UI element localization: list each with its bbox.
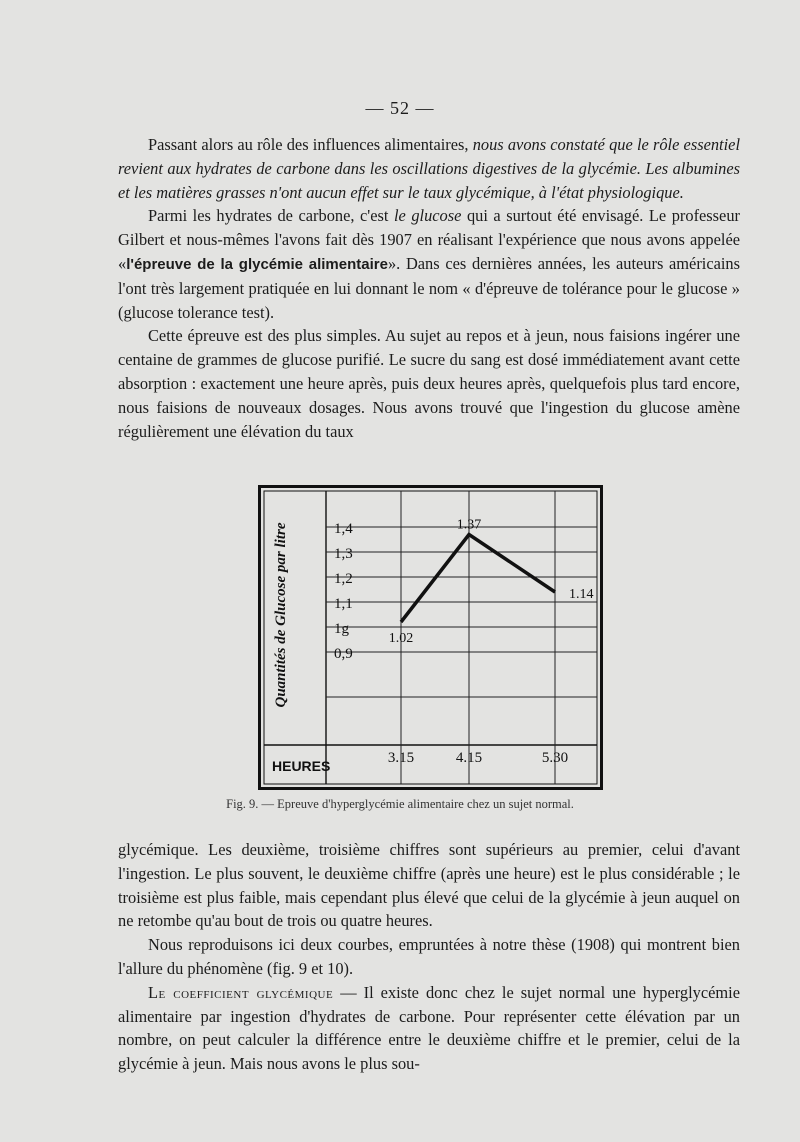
x-tick-label: 4.15 [455,750,483,766]
lower-paragraph [118,933,740,981]
text-segment: qui a surtout été envisagé. Le professeur Gilbert et nous-mêmes l'avons fait dès 1907 en réalisant l'expérience que nous avons appelée « [118,206,740,273]
chart-outer-frame [260,487,602,789]
text-segment: Cette épreuve est des plus simples. Au sujet au repos et à jeun, nous faisions ingérer une centaine de grammes de glucose purifié. Le sucre du sang est dosé immédiatement avant cette absorption : exactement une heure après, puis deux heures après, quelquefois plus tard encore, nous faisions de nouveaux dosages. Nous avons trouvé que l'ingestion du glucose amène régulièrement une élévation du taux [118,326,740,441]
upper-paragraph [118,324,740,443]
chart-inner-frame [264,491,597,784]
data-point-label: 1.37 [456,517,482,533]
y-tick-label: 1,3 [334,546,353,562]
lower-text-block [118,838,740,1076]
text-segment: nous avons constaté que le rôle essentiel revient aux hydrates de carbone dans les oscillations digestives de la glycémie. Les albumines et les matières grasses n'ont aucun effet sur le taux glycémique, à l'état physiologique. [118,135,740,202]
data-point-label: 1.02 [388,631,414,646]
text-segment: le glucose [393,206,462,226]
text-segment: Parmi les hydrates de carbone, c'est [148,206,394,226]
x-axis-label: HEURES [272,758,331,774]
y-tick-label: 1,2 [334,571,353,587]
figure-caption: Fig. 9. — Epreuve d'hyperglycémie alimentaire chez un sujet normal. [226,797,574,811]
text-segment: Nous reproduisons ici deux courbes, empruntées à notre thèse (1908) qui montrent bien l'allure du phénomène (fig. 9 et 10). [118,935,740,978]
data-point-label: 1.14 [569,587,594,602]
y-tick-label: 1g [334,621,349,637]
text-segment: Le coefficient glycémique [148,982,334,1002]
text-segment: l'épreuve de la glycémie alimentaire [126,255,388,273]
y-tick-label: 1,4 [334,521,353,537]
text-segment: — Il existe donc chez le sujet normal une hyperglycémie alimentaire par ingestion d'hydrates de carbone. Pour représenter cette élévation par un nombre, on peut calculer la différence entre le deuxième chiffre et le premier, celui de la glycémie à jeun. Mais nous avons le plus sou- [118,982,740,1074]
lower-paragraph [118,981,740,1076]
text-segment: ». Dans ces dernières années, les auteurs américains l'ont très largement pratiquée en lui donnant le nom « d'épreuve de tolérance pour le glucose » (glucose tolerance test). [118,253,741,322]
x-tick-label: 3.15 [387,750,415,766]
text-segment: Passant alors au rôle des influences alimentaires, [148,135,473,154]
y-tick-label: 1,1 [334,596,353,612]
upper-text-block [118,133,740,443]
y-tick-label: 0,9 [334,646,353,662]
glycemia-chart [258,485,603,790]
lower-paragraph [118,838,740,933]
page-number: — 52 — [365,98,435,118]
upper-paragraph [118,133,740,204]
x-tick-label: 5.30 [541,750,569,766]
y-axis-label: Quantités de Glucose par litre [273,522,289,708]
upper-paragraph [118,204,740,324]
data-series-line [401,535,555,623]
text-segment: glycémique. Les deuxième, troisième chiffres sont supérieurs au premier, celui d'avant l'ingestion. Le plus souvent, le deuxième chiffre (après une heure) est le plus considérable ; le troisième est plus faible, mais cependant plus élevé que celui de la glycémie à jeun auquel on ne retombe qu'au bout de trois ou quatre heures. [118,840,740,931]
